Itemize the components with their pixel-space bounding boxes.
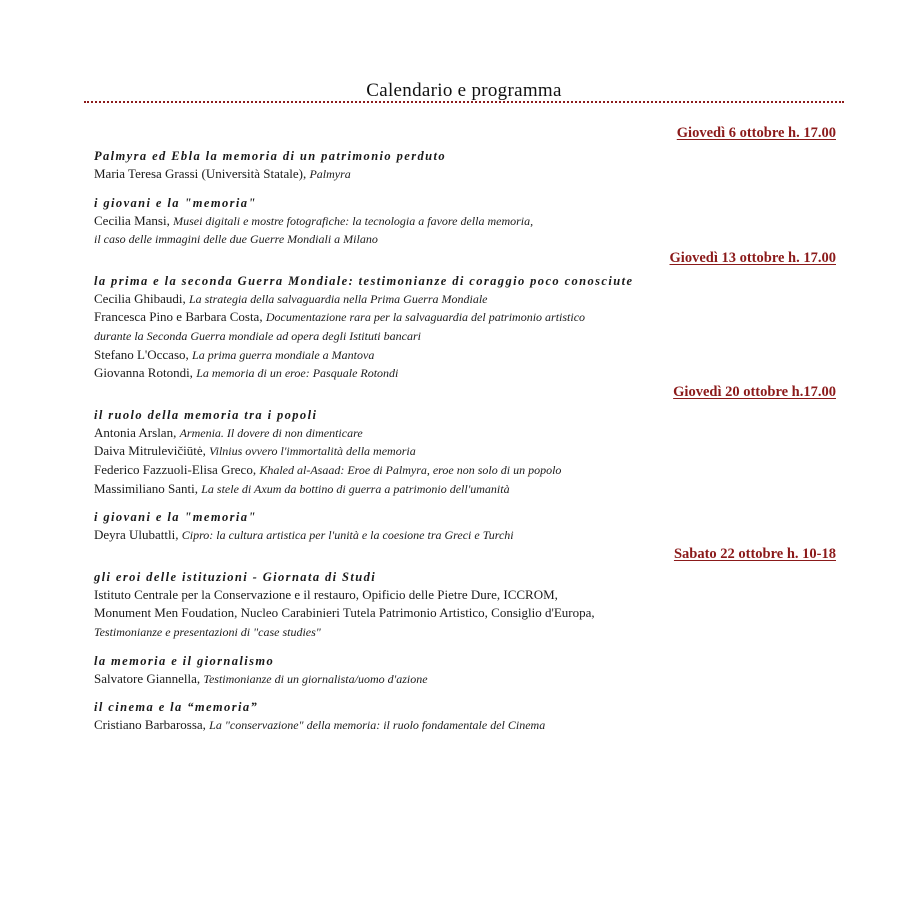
speaker-name: Daiva Mitrulevičiūtė, bbox=[94, 443, 210, 459]
session-block bbox=[94, 508, 836, 545]
talk-title: La memoria di un eroe: Pasquale Rotondi bbox=[196, 366, 399, 381]
date-heading: Giovedì 20 ottobre h.17.00 bbox=[673, 383, 836, 400]
talk-title: Documentazione rara per la salvaguardia del patrimonio artistico bbox=[265, 310, 586, 325]
speaker-name: Stefano L'Occaso, bbox=[94, 346, 193, 362]
speaker-name: Massimiliano Santi, bbox=[94, 480, 202, 496]
session-block bbox=[94, 698, 836, 735]
session-heading: la prima e la seconda Guerra Mondiale: testimonianze di coraggio poco conosciute bbox=[94, 273, 634, 288]
speaker-line bbox=[94, 212, 836, 231]
talk-title: Musei digitali e mostre fotografiche: la tecnologia a favore della memoria, bbox=[173, 213, 534, 228]
speaker-line bbox=[94, 327, 836, 346]
speaker-name: Federico Fazzuoli-Elisa Greco, bbox=[94, 461, 260, 477]
date-heading: Giovedì 6 ottobre h. 17.00 bbox=[676, 125, 836, 141]
page-title: Calendario e programma bbox=[366, 80, 562, 101]
session-block bbox=[94, 406, 836, 498]
session-heading: il cinema e la “memoria” bbox=[94, 700, 259, 715]
talk-title: Cipro: la cultura artistica per l'unità e la coesione tra Greci e Turchi bbox=[181, 528, 514, 543]
talk-title: Testimonianze e presentazioni di "case studies" bbox=[94, 624, 321, 639]
speaker-name: Monument Men Foudation, Nucleo Carabinieri Tutela Patrimonio Artistico, Consiglio d'Europa, bbox=[94, 605, 595, 621]
speaker-line bbox=[94, 424, 836, 443]
talk-title: Armenia. Il dovere di non dimenticare bbox=[179, 425, 363, 440]
speaker-line bbox=[94, 165, 836, 184]
speaker-line bbox=[94, 290, 836, 309]
talk-title: La stele di Axum da bottino di guerra a patrimonio dell'umanità bbox=[201, 481, 510, 496]
speaker-name: Deyra Ulubattli, bbox=[94, 527, 182, 543]
date-heading: Giovedì 13 ottobre h. 17.00 bbox=[669, 249, 836, 266]
speaker-name: Cecilia Mansi, bbox=[94, 212, 174, 228]
session-block bbox=[94, 568, 836, 642]
talk-title: Vilnius ovvero l'immortalità della memoria bbox=[209, 444, 416, 459]
speaker-name: Salvatore Giannella, bbox=[94, 670, 204, 686]
speaker-line bbox=[94, 526, 836, 545]
programme-content bbox=[94, 124, 836, 735]
talk-title: La "conservazione" della memoria: il ruolo fondamentale del Cinema bbox=[209, 718, 546, 733]
talk-title: Khaled al-Asaad: Eroe di Palmyra, eroe non solo di un popolo bbox=[259, 462, 562, 477]
session-block bbox=[94, 272, 836, 383]
session-heading: i giovani e la "memoria" bbox=[94, 195, 257, 210]
speaker-line bbox=[94, 623, 836, 642]
speaker-line bbox=[94, 346, 836, 365]
speaker-name: Cristiano Barbarossa, bbox=[94, 717, 210, 733]
session-heading: il ruolo della memoria tra i popoli bbox=[94, 407, 318, 422]
talk-title: La strategia della salvaguardia nella Prima Guerra Mondiale bbox=[188, 291, 488, 306]
speaker-line bbox=[94, 670, 836, 689]
talk-title: Palmyra bbox=[309, 167, 351, 181]
speaker-name: Maria Teresa Grassi (Università Statale), bbox=[94, 166, 310, 181]
session-heading: i giovani e la "memoria" bbox=[94, 510, 257, 525]
speaker-name: Istituto Centrale per la Conservazione e il restauro, Opificio delle Pietre Dure, ICCROM, bbox=[94, 586, 558, 602]
talk-title: il caso delle immagini delle due Guerre Mondiali a Milano bbox=[94, 232, 378, 247]
speaker-line bbox=[94, 461, 836, 480]
speaker-line bbox=[94, 716, 836, 735]
speaker-line bbox=[94, 480, 836, 499]
title-dotted-rule bbox=[84, 101, 844, 103]
speaker-line bbox=[94, 442, 836, 461]
speaker-name: Antonia Arslan, bbox=[94, 424, 180, 440]
talk-title: Testimonianze di un giornalista/uomo d'azione bbox=[203, 671, 428, 686]
talk-title: durante la Seconda Guerra mondiale ad opera degli Istituti bancari bbox=[94, 328, 421, 343]
date-heading: Sabato 22 ottobre h. 10-18 bbox=[673, 545, 836, 562]
session-block bbox=[94, 147, 836, 184]
session-heading: gli eroi delle istituzioni - Giornata di Studi bbox=[94, 569, 377, 584]
speaker-line bbox=[94, 230, 836, 249]
speaker-line bbox=[94, 308, 836, 327]
speaker-name: Giovanna Rotondi, bbox=[94, 365, 197, 381]
speaker-line bbox=[94, 604, 836, 623]
session-heading: Palmyra ed Ebla la memoria di un patrimonio perduto bbox=[94, 149, 446, 163]
talk-title: La prima guerra mondiale a Mantova bbox=[192, 347, 375, 362]
speaker-name: Francesca Pino e Barbara Costa, bbox=[94, 309, 266, 325]
session-block bbox=[94, 652, 836, 689]
session-block bbox=[94, 194, 836, 249]
session-heading: la memoria e il giornalismo bbox=[94, 653, 275, 668]
speaker-line bbox=[94, 586, 836, 605]
speaker-line bbox=[94, 364, 836, 383]
speaker-name: Cecilia Ghibaudi, bbox=[94, 290, 189, 306]
